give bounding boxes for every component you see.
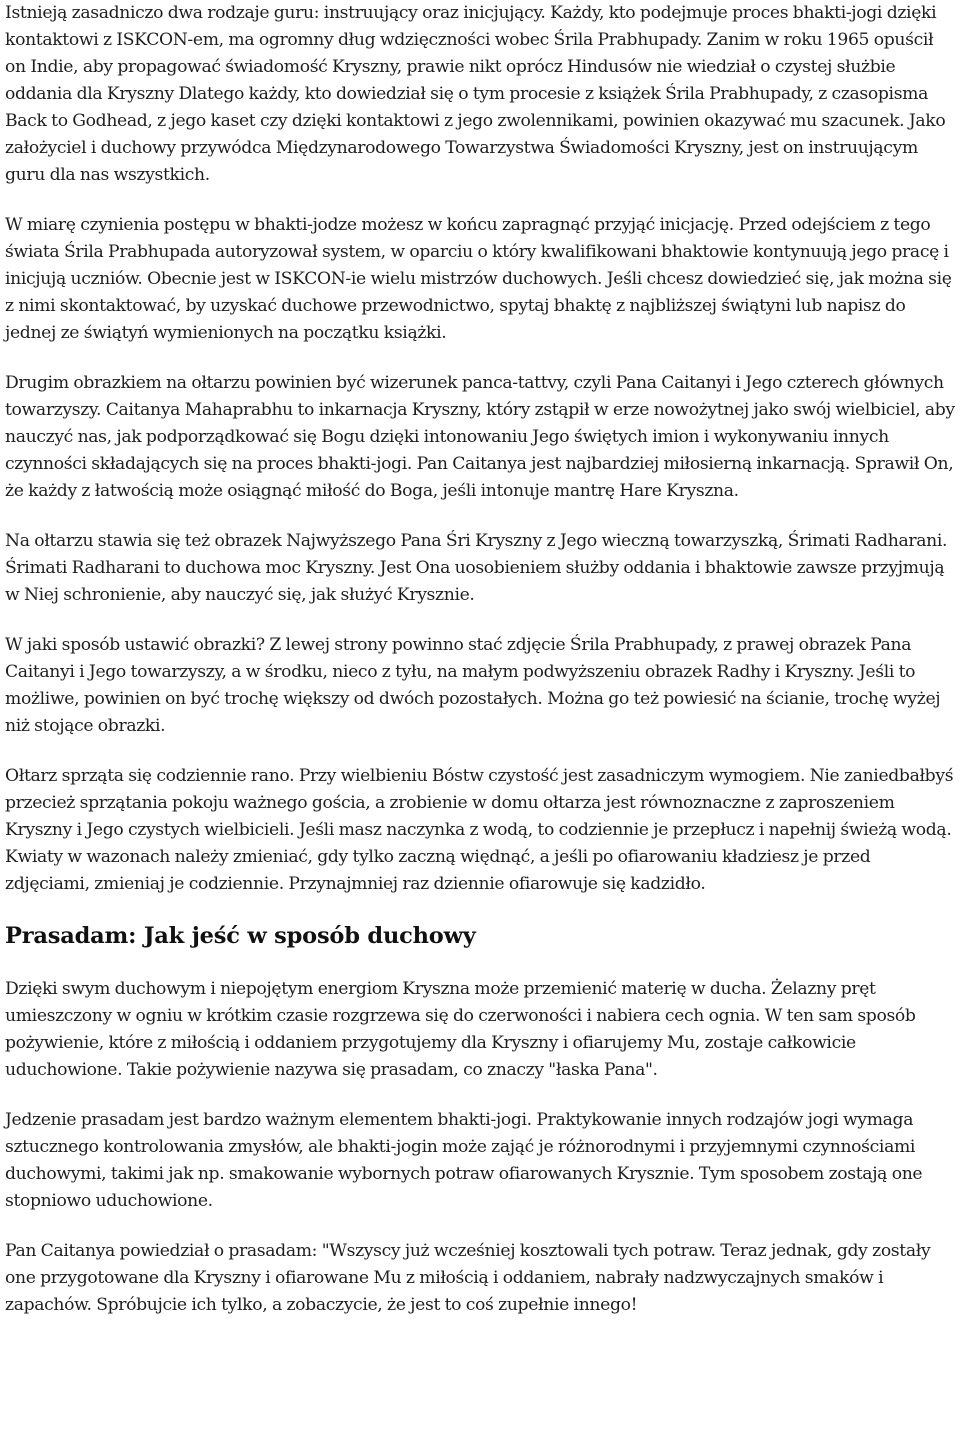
paragraph-guru-types: Istnieją zasadniczo dwa rodzaje guru: instruujący oraz inicjujący. Każdy, kto podejmuje proces bhakti-jogi dzięki kontaktowi z ISKCON-em, ma ogromny dług wdzięczności wobec Śrila Prabhupady. Zanim w roku 1965 opuścił on Indie, aby propagować świadomość Kryszny, prawie nikt oprócz Hindusów nie wiedział o czystej służbie oddania dla Kryszny Dlatego każdy, kto dowiedział się o tym procesie z książek Śrila Prabhupady, z czasopisma Back to Godhead, z jego kaset czy dzięki kontaktowi z jego zwolennikami, powinien okazywać mu szacunek. Jako założyciel i duchowy przywódca Międzynarodowego Towarzystwa Świadomości Kryszny, jest on instruującym guru dla nas wszystkich. <box>5 3 946 185</box>
section-heading-prasadam: Prasadam: Jak jeść w sposób duchowy <box>5 923 476 949</box>
paragraph-initiation: W miarę czynienia postępu w bhakti-jodze możesz w końcu zapragnąć przyjąć inicjację. Przed odejściem z tego świata Śrila Prabhupada autoryzował system, w oparciu o który kwalifikowani bhaktowie kontynuują jego pracę i inicjują uczniów. Obecnie jest w ISKCON-ie wielu mistrzów duchowych. Jeśli chcesz dowiedzieć się, jak można się z nimi skontaktować, by uzyskać duchowe przewodnictwo, spytaj bhaktę z najbliższej świątyni lub napisz do jednej ze świątyń wymienionych na początku książki. <box>5 215 952 343</box>
paragraph-panca-tattva: Drugim obrazkiem na ołtarzu powinien być wizerunek panca-tattvy, czyli Pana Caitanyi i Jego czterech głównych towarzyszy. Caitanya Mahaprabhu to inkarnacja Kryszny, który zstąpił w erze nowożytnej jako swój wielbiciel, aby nauczyć nas, jak podporządkować się Bogu dzięki intonowaniu Jego świętych imion i wykonywaniu innych czynności składających się na proces bhakti-jogi. Pan Caitanya jest najbardziej miłosierną inkarnacją. Sprawił On, że każdy z łatwością może osiągnąć miłość do Boga, jeśli intonuje mantrę Hare Kryszna. <box>5 373 955 501</box>
paragraph-prasadam-importance: Jedzenie prasadam jest bardzo ważnym elementem bhakti-jogi. Praktykowanie innych rodzajów jogi wymaga sztucznego kontrolowania zmysłów, ale bhakti-jogin może zająć je różnorodnymi i przyjemnymi czynnościami duchowymi, takimi jak np. smakowanie wybornych potraw ofiarowanych Krysznie. Tym sposobem zostają one stopniowo uduchowione. <box>5 1110 923 1211</box>
document-page <box>5 0 955 1342</box>
paragraph-altar-cleaning: Ołtarz sprząta się codziennie rano. Przy wielbieniu Bóstw czystość jest zasadniczym wymogiem. Nie zaniedbałbyś przecież sprzątania pokoju ważnego gościa, a zrobienie w domu ołtarza jest równoznaczne z zaproszeniem Kryszny i Jego czystych wielbicieli. Jeśli masz naczynka z wodą, to codziennie je przepłucz i napełnij świeżą wodą. Kwiaty w wazonach należy zmieniać, gdy tylko zaczną więdnąć, a jeśli po ofiarowaniu kładziesz je przed zdjęciami, zmieniaj je codziennie. Przynajmniej raz dziennie ofiarowuje się kadzidło. <box>5 766 954 894</box>
paragraph-caitanya-quote: Pan Caitanya powiedział o prasadam: "Wszyscy już wcześniej kosztowali tych potraw. Teraz jednak, gdy zostały one przygotowane dla Kryszny i ofiarowane Mu z miłością i oddaniem, nabrały nadzwyczajnych smaków i zapachów. Spróbujcie ich tylko, a zobaczycie, że jest to coś zupełnie innego! <box>5 1241 931 1315</box>
paragraph-prasadam-intro: Dzięki swym duchowym i niepojętym energiom Kryszna może przemienić materię w ducha. Żelazny pręt umieszczony w ogniu w krótkim czasie rozgrzewa się do czerwoności i nabiera cech ognia. W ten sam sposób pożywienie, które z miłością i oddaniem przygotujemy dla Kryszny i ofiarujemy Mu, zostaje całkowicie uduchowione. Takie pożywienie nazywa się prasadam, co znaczy "łaska Pana". <box>5 979 916 1080</box>
paragraph-altar-arrangement: W jaki sposób ustawić obrazki? Z lewej strony powinno stać zdjęcie Śrila Prabhupady, z prawej obrazek Pana Caitanyi i Jego towarzyszy, a w środku, nieco z tyłu, na małym podwyższeniu obrazek Radhy i Kryszny. Jeśli to możliwe, powinien on być trochę większy od dwóch pozostałych. Można go też powiesić na ścianie, trochę wyżej niż stojące obrazki. <box>5 635 941 736</box>
paragraph-radha-krishna: Na ołtarzu stawia się też obrazek Najwyższego Pana Śri Kryszny z Jego wieczną towarzyszką, Śrimati Radharani. Śrimati Radharani to duchowa moc Kryszny. Jest Ona uosobieniem służby oddania i bhaktowie zawsze przyjmują w Niej schronienie, aby nauczyć się, jak służyć Krysznie. <box>5 531 948 605</box>
